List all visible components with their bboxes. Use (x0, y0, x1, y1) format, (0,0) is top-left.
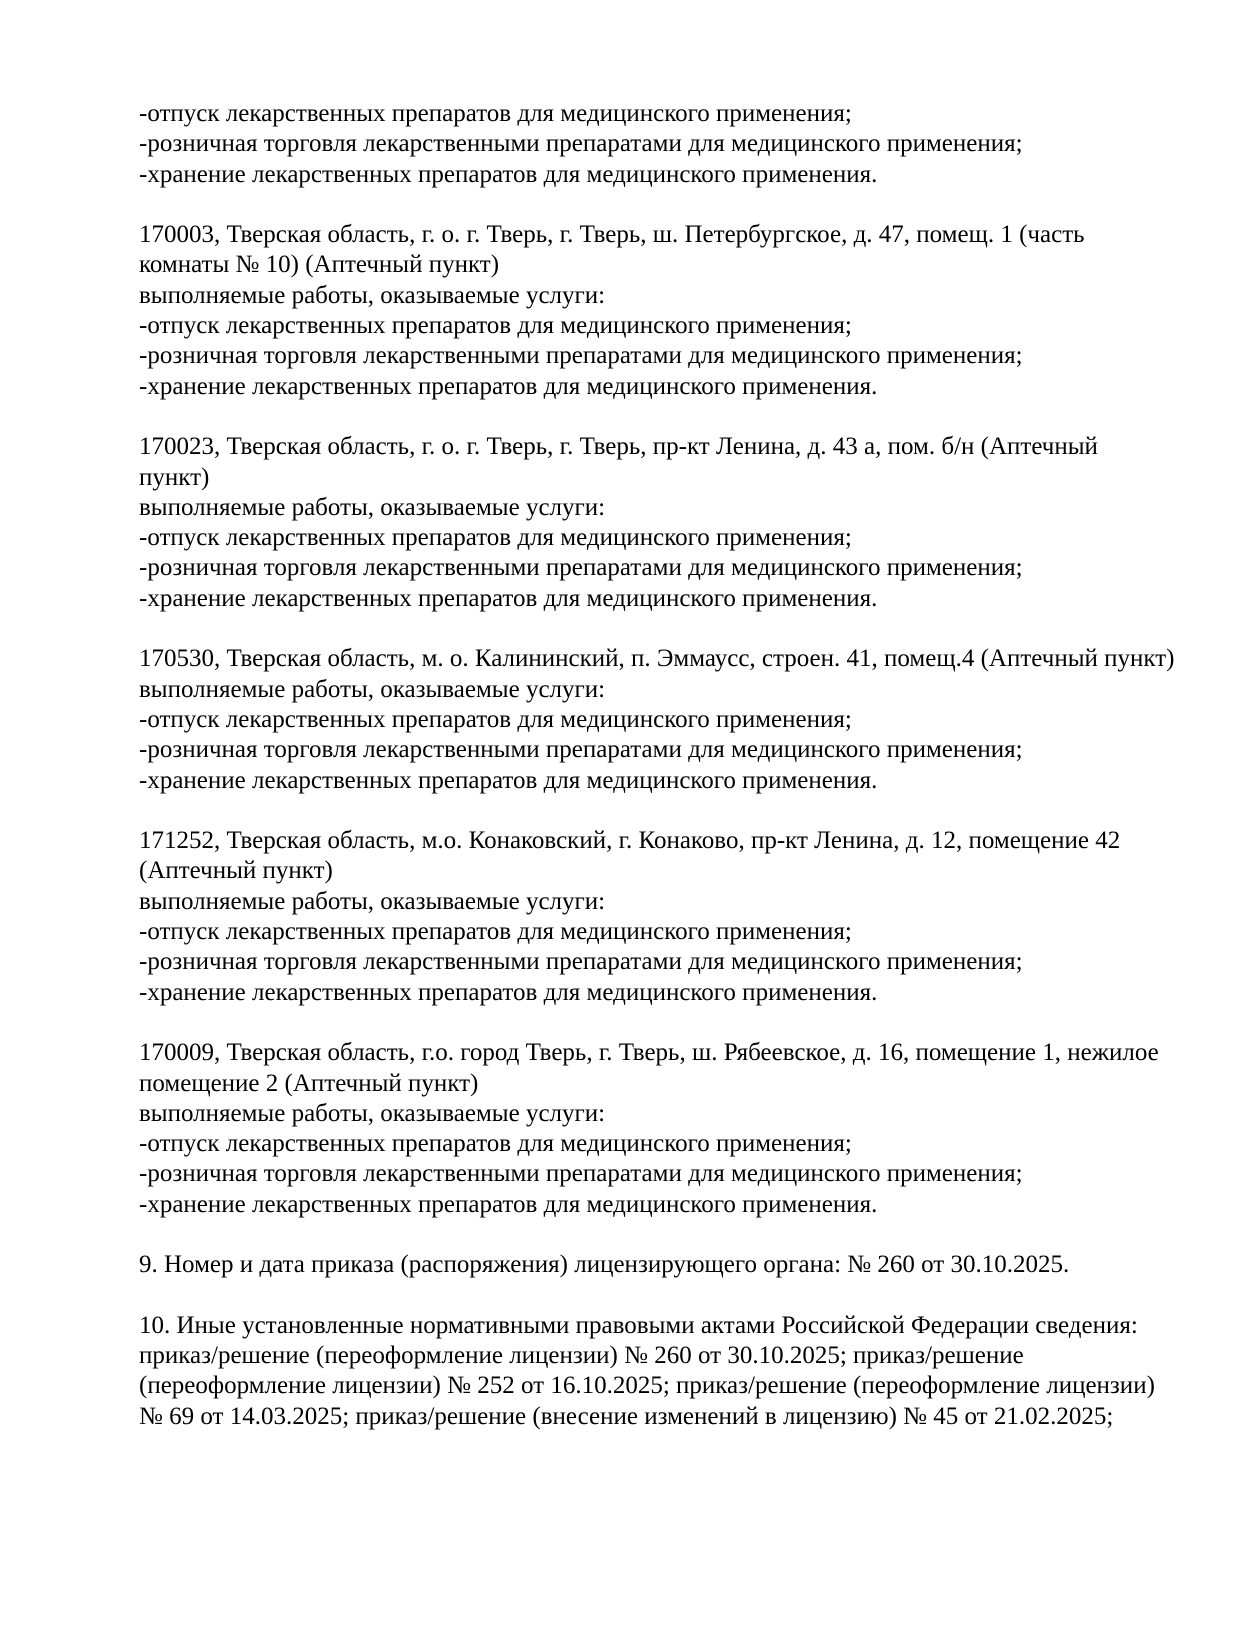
paragraph-location-170023 (139, 432, 1205, 614)
text-line: выполняемые работы, оказываемые услуги: (139, 675, 606, 703)
text-line: (Аптечный пункт) (139, 857, 333, 885)
text-line: (переоформление лицензии) № 252 от 16.10.2025; приказ/решение (переоформление лицензии) (139, 1372, 1155, 1400)
text-line: 10. Иные установленные нормативными правовыми актами Российской Федерации сведения: (139, 1311, 1138, 1339)
text-line: -отпуск лекарственных препаратов для медицинского применения; (139, 1130, 852, 1158)
text-line: 9. Номер и дата приказа (распоряжения) лицензирующего органа: № 260 от 30.10.2025. (139, 1251, 1070, 1279)
text-line: выполняемые работы, оказываемые услуги: (139, 887, 606, 915)
document-content (139, 99, 1205, 1432)
text-line: 170530, Тверская область, м. о. Калининский, п. Эммаусс, строен. 41, помещ.4 (Аптечный пункт) (139, 645, 1175, 673)
text-line: -розничная торговля лекарственными препаратами для медицинского применения; (139, 948, 1023, 976)
text-line: -хранение лекарственных препаратов для медицинского применения. (139, 766, 878, 794)
text-line: -отпуск лекарственных препаратов для медицинского применения; (139, 524, 852, 552)
text-line: № 69 от 14.03.2025; приказ/решение (внесение изменений в лицензию) № 45 от 21.02.2025; (139, 1402, 1114, 1430)
text-line: 170009, Тверская область, г.о. город Тверь, г. Тверь, ш. Рябеевское, д. 16, помещение 1, нежилое (139, 1039, 1159, 1067)
text-line: -отпуск лекарственных препаратов для медицинского применения; (139, 705, 852, 733)
text-line: приказ/решение (переоформление лицензии) № 260 от 30.10.2025; приказ/решение (139, 1342, 1024, 1370)
text-line: -хранение лекарственных препаратов для медицинского применения. (139, 372, 878, 400)
text-line: -отпуск лекарственных препаратов для медицинского применения; (139, 918, 852, 946)
text-line: -розничная торговля лекарственными препаратами для медицинского применения; (139, 130, 1023, 158)
text-line: -хранение лекарственных препаратов для медицинского применения. (139, 584, 878, 612)
paragraph-section-10-other-info (139, 1311, 1205, 1432)
text-line: -хранение лекарственных препаратов для медицинского применения. (139, 978, 878, 1006)
text-line: комнаты № 10) (Аптечный пункт) (139, 251, 500, 279)
paragraph-location-170009 (139, 1038, 1205, 1220)
text-line: -отпуск лекарственных препаратов для медицинского применения; (139, 100, 852, 127)
text-line: -хранение лекарственных препаратов для медицинского применения. (139, 160, 878, 188)
text-line: -хранение лекарственных препаратов для медицинского применения. (139, 1190, 878, 1218)
text-line: выполняемые работы, оказываемые услуги: (139, 493, 606, 521)
text-line: -розничная торговля лекарственными препаратами для медицинского применения; (139, 1160, 1023, 1188)
paragraph-location-170003 (139, 220, 1205, 402)
text-line: пункт) (139, 463, 210, 491)
paragraph-location-171252 (139, 826, 1205, 1008)
text-line: выполняемые работы, оказываемые услуги: (139, 1099, 606, 1127)
text-line: -розничная торговля лекарственными препаратами для медицинского применения; (139, 342, 1023, 370)
text-line: выполняемые работы, оказываемые услуги: (139, 281, 606, 309)
text-line: -отпуск лекарственных препаратов для медицинского применения; (139, 312, 852, 340)
text-line: 170023, Тверская область, г. о. г. Тверь, г. Тверь, пр-кт Ленина, д. 43 а, пом. б/н (Аптечный (139, 433, 1098, 461)
text-line: помещение 2 (Аптечный пункт) (139, 1069, 479, 1097)
text-line: -розничная торговля лекарственными препаратами для медицинского применения; (139, 736, 1023, 764)
text-line: 171252, Тверская область, м.о. Конаковский, г. Конаково, пр-кт Ленина, д. 12, помещение 42 (139, 827, 1121, 855)
text-line: -розничная торговля лекарственными препаратами для медицинского применения; (139, 554, 1023, 582)
paragraph-section-9-order-number (139, 1250, 1205, 1280)
paragraph-location-170530 (139, 644, 1205, 795)
text-line: 170003, Тверская область, г. о. г. Тверь, г. Тверь, ш. Петербургское, д. 47, помещ. 1 (часть (139, 221, 1085, 249)
paragraph-services-continuation (139, 99, 1205, 190)
